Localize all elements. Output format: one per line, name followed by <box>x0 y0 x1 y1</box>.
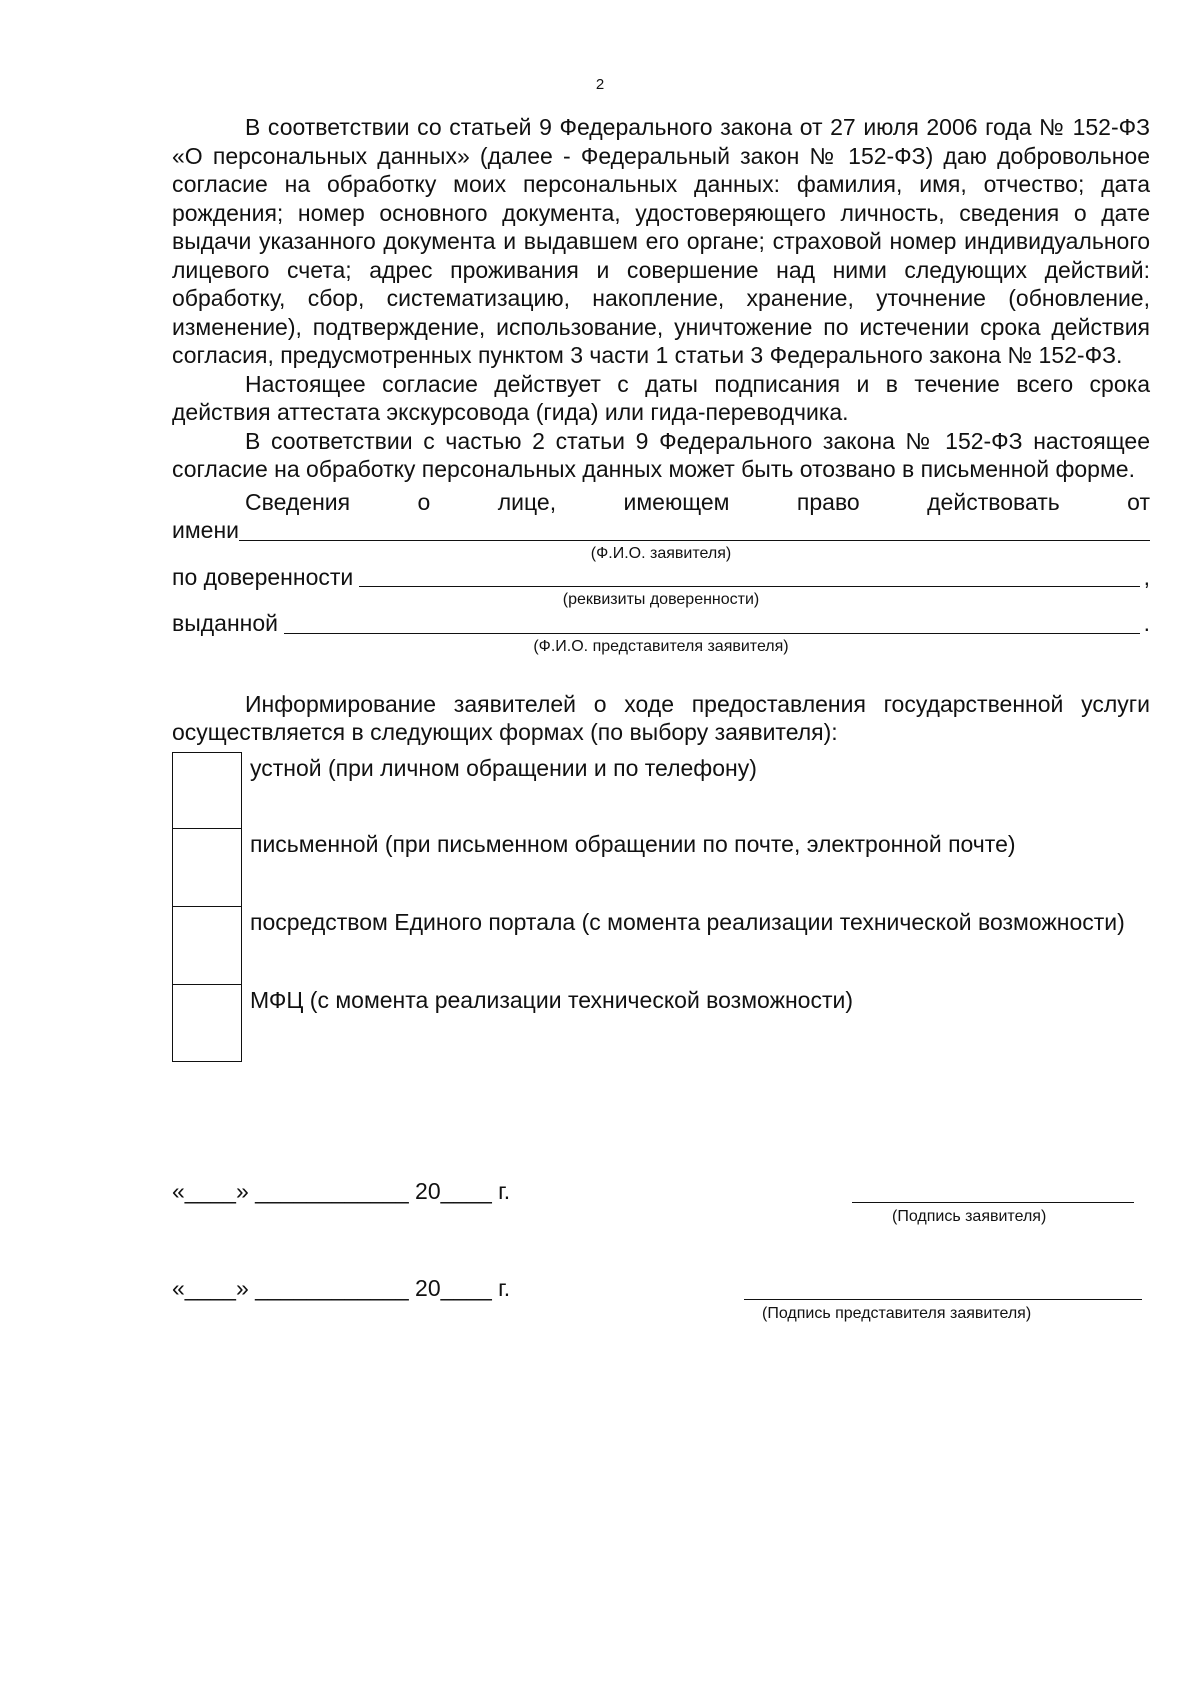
option-row <box>172 906 1150 984</box>
applicant-name-line <box>172 516 1150 545</box>
applicant-signature-row <box>172 1178 1150 1238</box>
representative-date-field[interactable]: «____» ____________ 20____ г. <box>172 1275 511 1301</box>
applicant-signature-field[interactable] <box>852 1202 1134 1203</box>
poa-label: по доверенности <box>172 563 354 590</box>
option-oral-checkbox[interactable] <box>172 752 242 828</box>
intro-word: от <box>1127 488 1150 515</box>
informing-section <box>172 690 1150 1062</box>
informing-options <box>172 752 1150 1062</box>
issued-trail: . <box>1143 610 1150 636</box>
applicant-signature-caption: (Подпись заявителя) <box>892 1208 1047 1225</box>
option-written-text: письменной (при письменном обращении по почте, электронной почте) <box>250 830 1016 857</box>
intro-word: лице, <box>497 488 557 515</box>
option-row <box>172 984 1150 1062</box>
intro-word: имеющем <box>623 488 730 515</box>
intro-word: право <box>796 488 860 515</box>
issued-label: выданной <box>172 610 279 636</box>
representative-signature-field[interactable] <box>744 1299 1142 1300</box>
applicant-date-field[interactable]: «____» ____________ 20____ г. <box>172 1178 511 1204</box>
representative-signature-row <box>172 1275 1150 1335</box>
representative-signature-caption: (Подпись представителя заявителя) <box>762 1305 1032 1322</box>
applicant-name-caption: (Ф.И.О. заявителя) <box>590 544 732 562</box>
poa-field[interactable] <box>359 566 1139 587</box>
poa-caption: (реквизиты доверенности) <box>562 591 760 608</box>
option-label <box>242 828 1150 858</box>
intro-word: действовать <box>927 488 1060 515</box>
page-number: 2 <box>595 76 605 93</box>
intro-word: о <box>417 488 431 515</box>
withdrawal-paragraph: В соответствии с частью 2 статьи 9 Федерального закона № 152-ФЗ настоящее согласие на обработку персональных данных может быть отозвано в письменной форме. <box>172 427 1150 482</box>
applicant-name-field[interactable] <box>239 520 1150 541</box>
informing-intro: Информирование заявителей о ходе предоставления государственной услуги осуществляется в следующих формах (по выбору заявителя): <box>172 690 1150 745</box>
intro-word: Сведения <box>245 488 351 515</box>
name-label: имени <box>172 517 240 543</box>
poa-line <box>172 563 1150 592</box>
poa-trail: , <box>1143 563 1150 590</box>
option-written-checkbox[interactable] <box>172 828 242 906</box>
validity-paragraph: Настоящее согласие действует с даты подписания и в течение всего срока действия аттестата экскурсовода (гида) или гида-переводчика. <box>172 370 1150 425</box>
option-mfc-checkbox[interactable] <box>172 984 242 1062</box>
option-row <box>172 828 1150 906</box>
consent-paragraph: В соответствии со статьей 9 Федерального закона от 27 июля 2006 года № 152-ФЗ «О персональных данных» (далее - Федеральный закон № 152-ФЗ) даю добровольное согласие на обработку моих персональных данных: фамилия, имя, отчество; дата рождения; номер основного документа, удостоверяющего личность, сведения о дате выдачи указанного документа и выдавшем его органе; страховой номер индивидуального лицевого счета; адрес проживания и совершение над ними следующих действий: обработку, сбор, систематизацию, накопление, хранение, уточнение (обновление, изменение), подтверждение, использование, уничтожение по истечении срока действия согласия, предусмотренных пунктом 3 части 1 статьи 3 Федерального закона № 152-ФЗ. <box>172 114 1150 368</box>
option-row <box>172 752 1150 828</box>
option-label: устной (при личном обращении и по телефону) <box>250 754 757 781</box>
issued-field[interactable] <box>284 613 1140 634</box>
representative-intro <box>172 488 1150 517</box>
option-portal-checkbox[interactable] <box>172 906 242 984</box>
document-body <box>172 113 1150 1062</box>
option-label: МФЦ (с момента реализации технической возможности) <box>250 986 853 1013</box>
issued-caption: (Ф.И.О. представителя заявителя) <box>533 637 789 655</box>
option-label: посредством Единого портала (с момента реализации технической возможности) <box>250 908 1125 935</box>
issued-line <box>172 609 1150 638</box>
